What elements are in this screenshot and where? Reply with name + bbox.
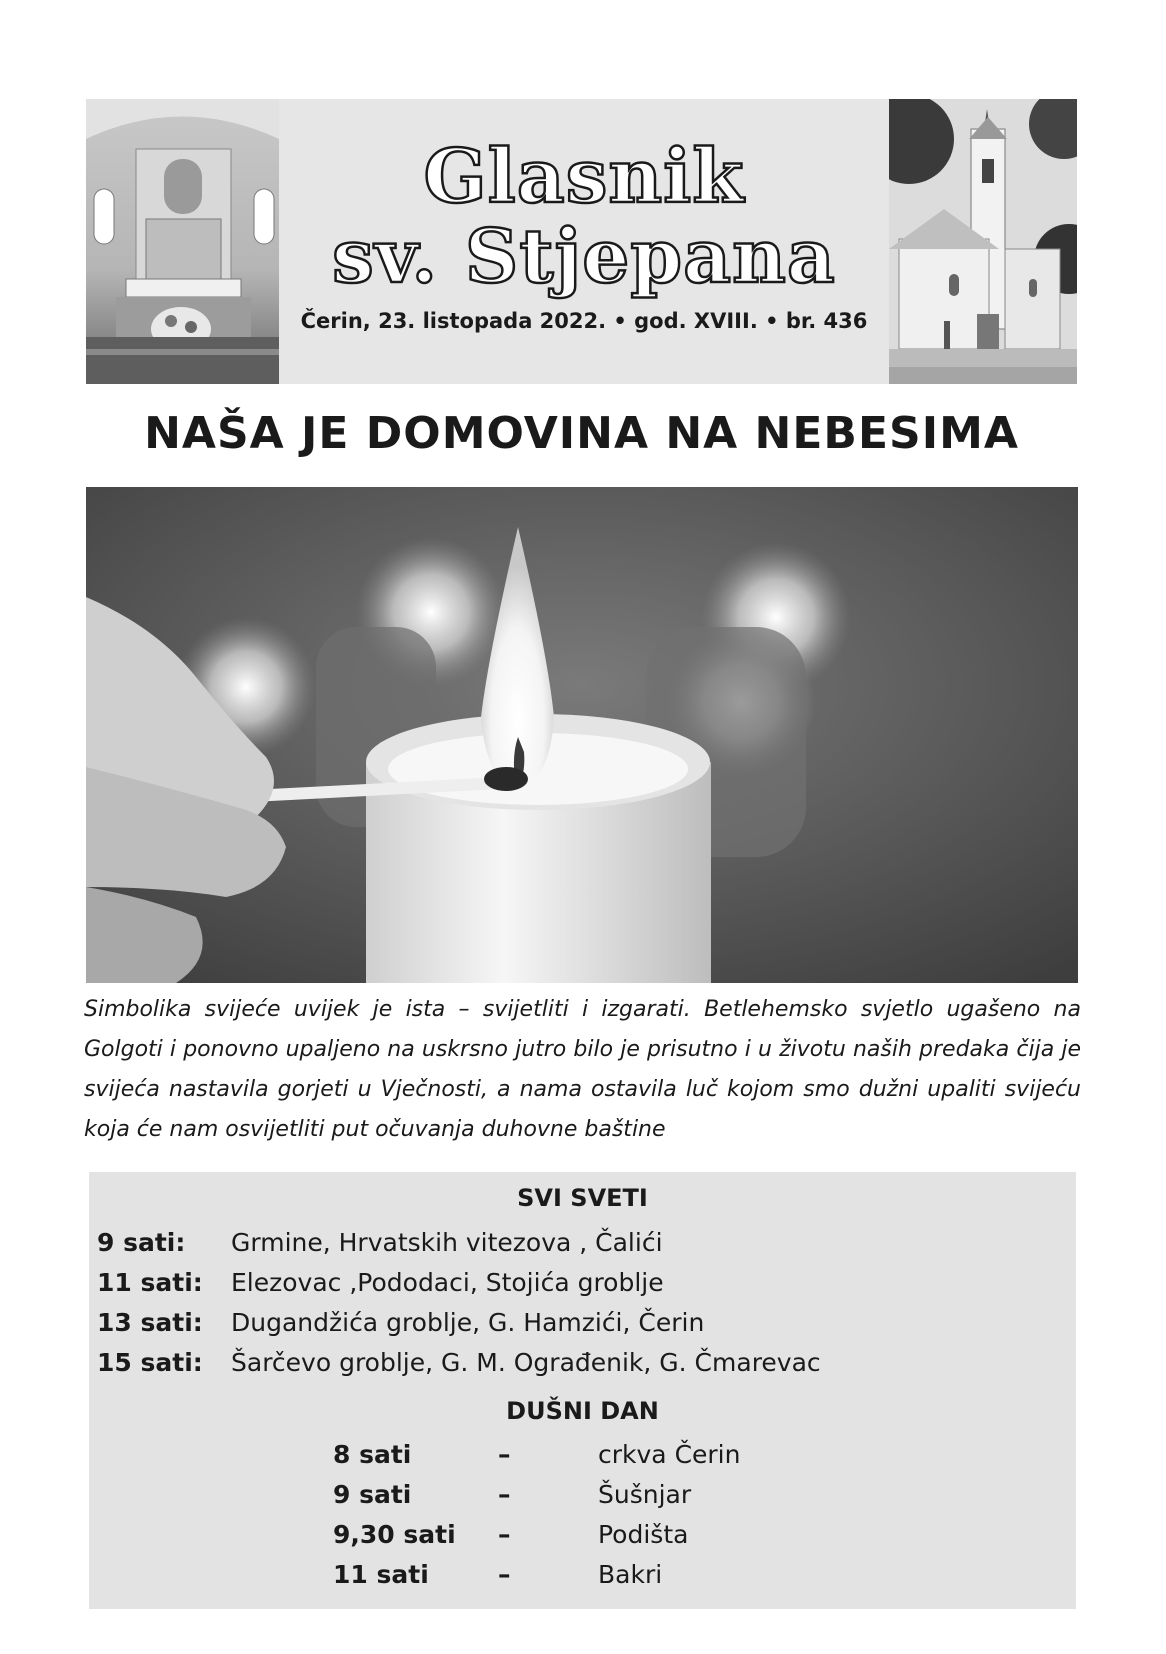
schedule-time: 11 sati: [333, 1559, 429, 1589]
photo-caption: Simbolika svijeće uvijek je ista – svijetliti i izgarati. Betlehemsko svjetlo ugašeno na Golgoti i ponovno upaljeno na uskrsno jutro bilo je prisutno i u životu naših predaka čija je svijeća nastavila gorjeti u Vječnosti, a nama ostavila luč kojom smo dužni upaliti svijeću koja će nam osvijetliti put očuvanja duhovne baštine: [84, 997, 1081, 1142]
church-photo: [889, 99, 1077, 384]
schedule-place: Elezovac ,Pododaci, Stojića groblje: [231, 1267, 664, 1297]
schedule-row: [333, 1434, 740, 1474]
schedule-time: 9 sati: [333, 1479, 412, 1509]
dusni-dan-title: DUŠNI DAN: [506, 1397, 659, 1425]
schedule-place: Bakri: [598, 1559, 663, 1589]
schedule-row: [97, 1342, 821, 1382]
schedule-time: 9,30 sati: [333, 1519, 456, 1549]
issue-info: Čerin, 23. listopada 2022. • god. XVIII. • br. 436: [300, 309, 868, 333]
schedule-time: 9 sati:: [97, 1227, 186, 1257]
svi-sveti-title: SVI SVETI: [517, 1184, 648, 1212]
schedule-time: 11 sati:: [97, 1267, 203, 1297]
dusni-dan-schedule: [333, 1434, 740, 1594]
schedule-box: [89, 1172, 1076, 1609]
schedule-time: 13 sati:: [97, 1307, 203, 1337]
schedule-dash: –: [498, 1479, 511, 1509]
schedule-row: [333, 1554, 740, 1594]
schedule-place: Šarčevo groblje, G. M. Ograđenik, G. Čmarevac: [231, 1347, 821, 1377]
schedule-dash: –: [498, 1439, 511, 1469]
schedule-row: [97, 1302, 821, 1342]
schedule-time: 15 sati:: [97, 1347, 203, 1377]
schedule-row: [97, 1222, 821, 1262]
schedule-place: Šušnjar: [598, 1479, 692, 1509]
schedule-row: [333, 1514, 740, 1554]
headline: NAŠA JE DOMOVINA NA NEBESIMA: [144, 408, 1019, 459]
svi-sveti-schedule: [97, 1222, 821, 1382]
newsletter-title-line-1: Glasnik: [423, 134, 745, 220]
schedule-time: 8 sati: [333, 1439, 412, 1469]
masthead: [86, 99, 1077, 384]
schedule-dash: –: [498, 1559, 511, 1589]
schedule-place: crkva Čerin: [598, 1439, 741, 1469]
schedule-dash: –: [498, 1519, 511, 1549]
candle-photo: [86, 487, 1078, 983]
schedule-place: Dugandžića groblje, G. Hamzići, Čerin: [231, 1307, 705, 1337]
schedule-row: [333, 1474, 740, 1514]
schedule-place: Podišta: [598, 1519, 689, 1549]
schedule-row: [97, 1262, 821, 1302]
altar-photo: [86, 99, 279, 384]
newsletter-title-line-2: sv. Stjepana: [332, 214, 836, 300]
schedule-place: Grmine, Hrvatskih vitezova , Čalići: [231, 1227, 663, 1257]
title-block: [279, 99, 889, 384]
